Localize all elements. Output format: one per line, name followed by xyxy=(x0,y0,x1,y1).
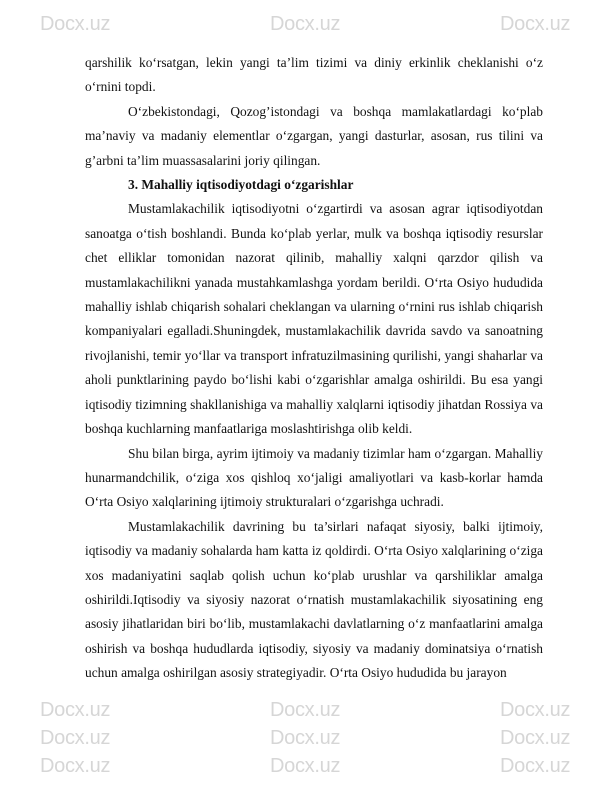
watermark: Docx.uz xyxy=(500,727,571,749)
watermark: Docx.uz xyxy=(270,727,341,749)
paragraph: Shu bilan birga, ayrim ijtimoiy va madaniy tizimlar ham o‘zgargan. Mahalliy hunarmandchilik, o‘ziga xos qishloq xo‘jaligi amaliyotlari va kasb-korlar hamda O‘rta Osiyo xalqlarining ijtimoiy strukturalari o‘zgarishga uchradi. xyxy=(85,445,543,510)
watermark: Docx.uz xyxy=(270,13,341,35)
paragraph: O‘zbekistondagi, Qozog’istondagi va boshqa mamlakatlardagi ko‘plab ma’naviy va madaniy elementlar o‘zgargan, yangi dasturlar, asosan, rus tilini va g’arbni ta’lim muassasalarini joriy qilingan. xyxy=(85,103,543,168)
paragraph: Mustamlakachilik iqtisodiyotni o‘zgartirdi va asosan agrar iqtisodiyotdan sanoatga o‘tish boshlandi. Bunda ko‘plab yerlar, mulk va boshqa iqtisodiy resurslar chet elliklar tomonidan nazorat qilinib, mahalliy xalqni qarzdor qilish va mustamlakachilikni yanada mustahkamlashga yordam berildi. O‘rta Osiyo hududida mahalliy ishlab chiqarish sohalari cheklangan va ularning o‘rnini rus ishlab chiqarish kompaniyalari egalladi.Shuningdek, mustamlakachilik davrida savdo va sanoatning rivojlanishi, temir yo‘llar va transport infratuzilmasining qurilishi, yangi shaharlar va aholi punktlarining paydo bo‘lishi kabi o‘zgarishlar amalga oshirildi. Bu esa yangi iqtisodiy tizimning shakllanishiga va mahalliy xalqlarni iqtisodiy jihatdan Rossiya va boshqa kuchlarning manfaatlariga moslashtirishga olib keldi. xyxy=(85,201,543,437)
document-body xyxy=(85,51,543,686)
watermark: Docx.uz xyxy=(40,755,111,777)
watermark: Docx.uz xyxy=(500,755,571,777)
watermark: Docx.uz xyxy=(40,727,111,749)
paragraph: Mustamlakachilik davrining bu ta’sirlari nafaqat siyosiy, balki ijtimoiy, iqtisodiy va madaniy sohalarda ham katta iz qoldirdi. O‘rta Osiyo xalqlarining o‘ziga xos madaniyatini saqlab qolish uchun ko‘plab urushlar va qarshiliklar amalga oshirildi.Iqtisodiy va siyosiy nazorat o‘rnatish mustamlakachilik siyosatining eng asosiy jihatlaridan biri bo‘lib, mustamlakachi davlatlarning o‘z manfaatlarini amalga oshirish va boshqa hududlarda iqtisodiy, siyosiy va madaniy dominatsiya o‘rnatish uchun amalga oshirilgan asosiy strategiyadir. O‘rta Osiyo hududida bu jarayon xyxy=(85,518,543,681)
watermark: Docx.uz xyxy=(500,13,571,35)
paragraph-continuation: qarshilik ko‘rsatgan, lekin yangi ta’lim tizimi va diniy erkinlik cheklanishi o‘z o‘rnini topdi. xyxy=(85,55,543,95)
watermark: Docx.uz xyxy=(270,699,341,721)
watermark: Docx.uz xyxy=(40,699,111,721)
watermark: Docx.uz xyxy=(270,755,341,777)
section-heading: 3. Mahalliy iqtisodiyotdagi o‘zgarishlar xyxy=(128,177,354,193)
watermark: Docx.uz xyxy=(500,699,571,721)
watermark: Docx.uz xyxy=(40,13,111,35)
